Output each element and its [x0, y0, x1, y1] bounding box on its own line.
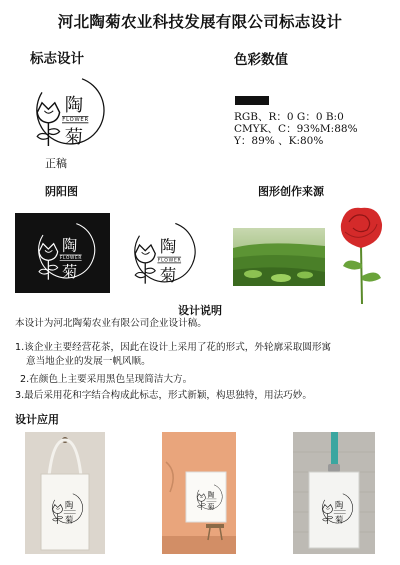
- description-intro: 本设计为河北陶菊农业有限公司企业设计稿。: [15, 318, 207, 329]
- svg-text:菊: 菊: [61, 263, 78, 281]
- page-title: 河北陶菊农业科技发展有限公司标志设计: [57, 13, 343, 31]
- logo-char-top: 陶: [64, 94, 84, 116]
- rgb-values: RGB、R：0 G：0 B:0: [234, 111, 344, 123]
- color-section-heading: 色彩数值: [234, 52, 288, 68]
- logo-char-bottom: 菊: [64, 126, 84, 148]
- logo-caption: 正稿: [45, 157, 67, 170]
- description-item-2: 2.在颜色上主要采用黑色呈现简洁大方。: [20, 374, 193, 385]
- svg-text:FLOWER: FLOWER: [59, 256, 83, 261]
- cmyk-values-line1: CMYK、C：93%M:88%: [234, 123, 358, 135]
- cmyk-values-line2: Y：89% 、K:80%: [234, 135, 324, 147]
- logo-word: FLOWER: [62, 117, 89, 124]
- description-item-1a: 1.该企业主要经营花茶，因此在设计上采用了花的形式，外轮廓采取圆形寓: [15, 342, 332, 353]
- svg-text:陶: 陶: [207, 490, 215, 499]
- svg-text:FLOWER: FLOWER: [157, 258, 182, 264]
- logo-section-heading: 标志设计: [30, 51, 84, 67]
- tea-field-photo: [233, 228, 325, 286]
- application-heading: 设计应用: [15, 413, 59, 426]
- svg-text:菊: 菊: [159, 265, 177, 285]
- main-logo: [18, 66, 114, 162]
- description-item-3: 3.最后采用花和字结合构成此标志，形式新颖，构思独特，用法巧妙。: [15, 390, 312, 401]
- source-heading: 图形创作来源: [258, 185, 324, 198]
- svg-text:陶: 陶: [335, 500, 344, 511]
- svg-text:菊: 菊: [65, 514, 74, 525]
- description-heading: 设计说明: [178, 304, 222, 317]
- svg-text:菊: 菊: [335, 514, 344, 525]
- svg-text:陶: 陶: [159, 237, 177, 257]
- yinyang-heading: 阴阳图: [45, 185, 78, 198]
- positive-logo: [118, 212, 204, 298]
- svg-text:陶: 陶: [65, 500, 74, 511]
- rose-photo: [335, 204, 387, 304]
- description-item-1b: 意当地企业的发展一帆风顺。: [26, 356, 151, 367]
- poster-mockup: [162, 432, 236, 554]
- tote-bag-mockup: [25, 432, 105, 554]
- inverse-logo: [15, 213, 110, 293]
- color-swatch: [235, 96, 269, 105]
- svg-text:菊: 菊: [207, 502, 215, 511]
- badge-mockup: [293, 432, 375, 554]
- svg-text:陶: 陶: [61, 236, 78, 255]
